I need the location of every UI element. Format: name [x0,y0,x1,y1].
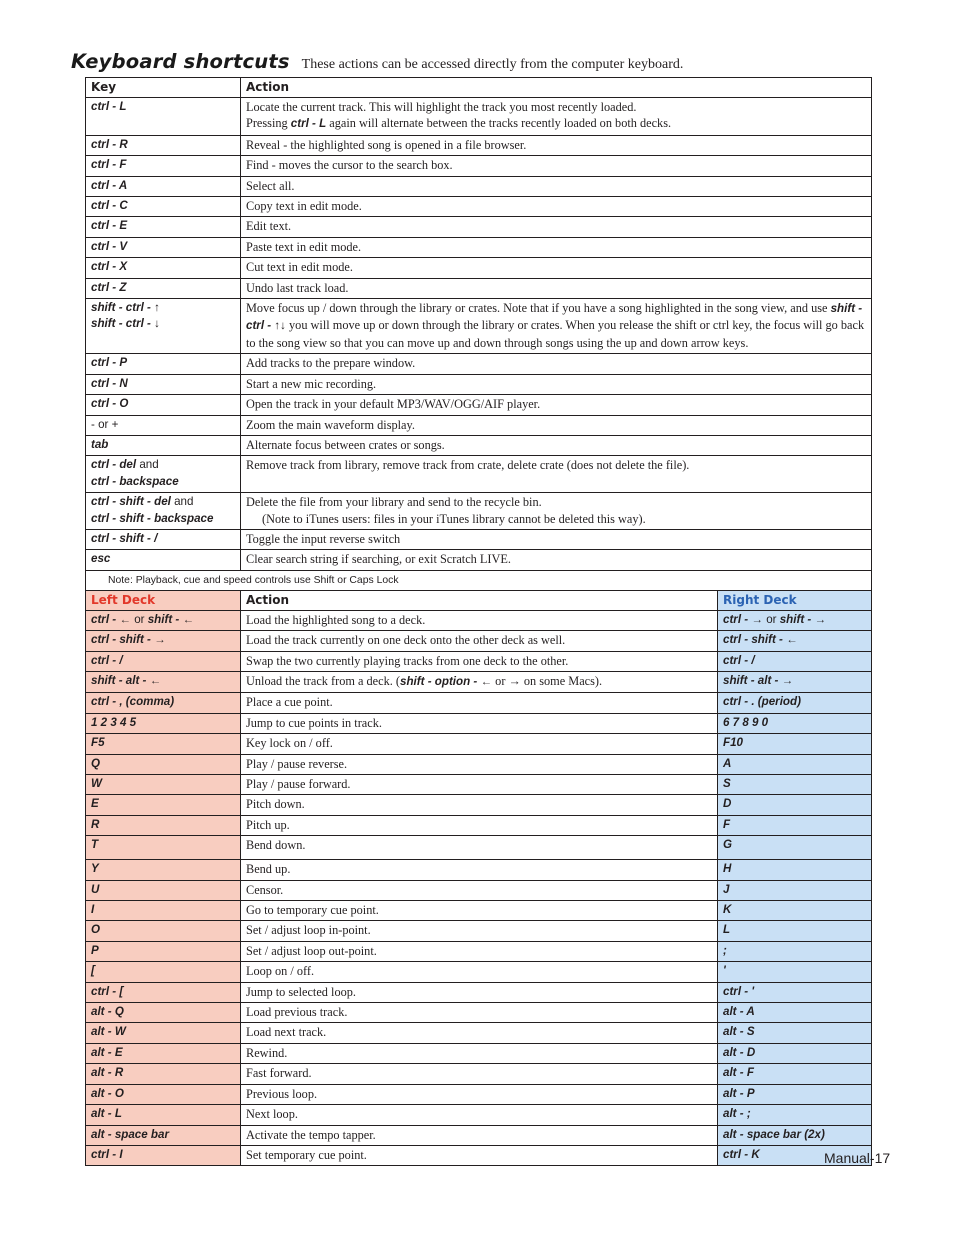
deck-action: Previous loop. [241,1084,718,1104]
deck-action: Play / pause forward. [241,775,718,795]
action-note: (Note to iTunes users: files in your iTunes library cannot be deleted this way). [262,511,646,526]
inline-key: ctrl - L [290,117,327,131]
left-deck-key: P [86,941,241,961]
deck-action: Set / adjust loop out-point. [241,941,718,961]
table-row [86,354,872,374]
table-row [86,493,872,530]
deck-action: Load the highlighted song to a deck. [241,610,718,630]
deck-header-row [86,590,872,610]
shortcut-action [241,98,872,136]
left-key-a: ctrl - ← [91,612,131,626]
right-deck-key: shift - alt - → [718,671,872,692]
shortcut-key: ctrl - Z [86,278,241,298]
left-deck-key: 1 2 3 4 5 [86,713,241,733]
right-deck-key: ; [718,941,872,961]
table-row [86,921,872,941]
right-deck-key: F [718,815,872,835]
action-text-pre: and use [790,301,828,316]
shortcut-action: Add tracks to the prepare window. [241,354,872,374]
table-row [86,550,872,570]
left-deck-key [86,610,241,630]
right-deck-key: ctrl - / [718,651,872,671]
right-deck-key: L [718,921,872,941]
table-row [86,901,872,921]
shortcut-action: Start a new mic recording. [241,374,872,394]
table-row [86,815,872,835]
deck-action: Set temporary cue point. [241,1145,718,1165]
deck-action: Fast forward. [241,1064,718,1084]
table-row [86,258,872,278]
right-deck-key: F10 [718,734,872,754]
right-deck-key: alt - P [718,1084,872,1104]
shortcut-key-up: shift - ctrl - ↑ [91,301,160,315]
shortcut-key: ctrl - V [86,237,241,257]
table-row [86,278,872,298]
left-deck-key: ctrl - / [86,651,241,671]
caps-lock-note: Note: Playback, cue and speed controls use Shift or Caps Lock [86,570,872,590]
shortcut-key [86,415,241,435]
deck-action [241,671,718,692]
action-text-post: again will alternate between the tracks recently loaded on both decks. [329,116,672,131]
left-deck-key: alt - W [86,1023,241,1043]
left-deck-key: ctrl - shift - → [86,631,241,651]
right-deck-key: ' [718,962,872,982]
left-deck-key: E [86,795,241,815]
right-deck-key: G [718,836,872,860]
left-deck-key: shift - alt - ← [86,671,241,692]
table-row [86,734,872,754]
table-row [86,1023,872,1043]
shortcut-key-text: - or + [91,417,119,431]
right-deck-key: S [718,775,872,795]
shortcut-key: ctrl - A [86,176,241,196]
deck-action: Rewind. [241,1043,718,1063]
action-text-pre: Unload the track from a deck. ( [246,673,400,688]
table-row [86,671,872,692]
right-deck-key: alt - D [718,1043,872,1063]
right-key-b: shift - → [779,612,827,626]
table-row [86,693,872,713]
deck-action: Load next track. [241,1023,718,1043]
deck-action: Place a cue point. [241,693,718,713]
right-deck-header: Right Deck [718,590,872,610]
table-row [86,456,872,493]
shortcut-key-primary: ctrl - shift - del [91,495,171,509]
deck-action: Pitch down. [241,795,718,815]
table-row [86,880,872,900]
inline-key: shift - ctrl - ↑↓ [246,302,863,333]
shortcut-key [86,299,241,354]
deck-action: Bend down. [241,836,718,860]
table-row [86,135,872,155]
note-row [86,570,872,590]
shortcut-key: ctrl - L [86,98,241,136]
deck-action: Censor. [241,880,718,900]
table-row [86,836,872,860]
right-key-or: or [766,612,777,626]
right-deck-key: alt - ; [718,1105,872,1125]
table-row [86,651,872,671]
left-deck-key: alt - L [86,1105,241,1125]
left-deck-key: alt - Q [86,1003,241,1023]
shortcut-key-down: shift - ctrl - ↓ [91,317,160,331]
action-text-pre: Pressing [246,116,288,131]
table-row [86,962,872,982]
shortcut-key: ctrl - O [86,395,241,415]
deck-action: Load previous track. [241,1003,718,1023]
shortcut-action: Open the track in your default MP3/WAV/OGG/AIF player. [241,395,872,415]
table-row [86,1043,872,1063]
table-row [86,631,872,651]
action-column-header: Action [241,78,872,98]
left-deck-key: F5 [86,734,241,754]
deck-action: Key lock on / off. [241,734,718,754]
shortcut-action: Cut text in edit mode. [241,258,872,278]
left-deck-key: ctrl - , (comma) [86,693,241,713]
shortcut-key: ctrl - N [86,374,241,394]
right-deck-key: ctrl - K [718,1145,872,1165]
deck-action: Activate the tempo tapper. [241,1125,718,1145]
inline-key: shift - option - ← [400,674,493,688]
action-text-post: you will move up or down through the library or crates. When you release the shift or ctrl key, the focus will go back to the song view so that you can move up and down through songs using the up and down arrow keys. [246,318,865,350]
right-deck-key: K [718,901,872,921]
shortcut-key: ctrl - E [86,217,241,237]
table-row [86,982,872,1002]
deck-action: Loop on / off. [241,962,718,982]
shortcut-key [86,456,241,493]
table-row [86,529,872,549]
action-text: Locate the current track. This will highlight the track you most recently loaded. [246,100,637,114]
shortcut-action [241,299,872,354]
shortcut-key-and: and [139,458,159,472]
table-row [86,1084,872,1104]
deck-action: Next loop. [241,1105,718,1125]
shortcut-action: Clear search string if searching, or exit Scratch LIVE. [241,550,872,570]
shortcut-action: Alternate focus between crates or songs. [241,435,872,455]
left-deck-key: alt - E [86,1043,241,1063]
left-deck-key: alt - O [86,1084,241,1104]
left-deck-key: alt - R [86,1064,241,1084]
deck-action: Jump to cue points in track. [241,713,718,733]
shortcuts-table [85,77,872,1166]
deck-action-header: Action [241,590,718,610]
action-text: Move focus up / down through the library or crates. Note that if you have a song highlighted in the song view, [246,301,788,316]
table-row [86,415,872,435]
table-row [86,299,872,354]
action-text-or: or [495,673,506,688]
right-deck-key: ctrl - . (period) [718,693,872,713]
left-deck-key: W [86,775,241,795]
shortcut-action: Select all. [241,176,872,196]
table-row [86,1145,872,1165]
right-deck-key: ctrl - shift - ← [718,631,872,651]
action-text-post: on some Macs). [523,673,603,688]
table-row [86,610,872,630]
shortcut-action: Zoom the main waveform display. [241,415,872,435]
right-deck-key: ctrl - ' [718,982,872,1002]
left-key-b: shift - ← [147,612,195,626]
table-row [86,217,872,237]
table-row [86,775,872,795]
shortcut-key: ctrl - C [86,197,241,217]
right-deck-key: J [718,880,872,900]
shortcut-action: Undo last track load. [241,278,872,298]
table-row [86,795,872,815]
right-deck-key: alt - A [718,1003,872,1023]
page-title: Keyboard shortcuts [71,50,290,73]
right-deck-key: H [718,860,872,880]
right-deck-key: alt - space bar (2x) [718,1125,872,1145]
deck-action: Set / adjust loop in-point. [241,921,718,941]
key-column-header: Key [86,78,241,98]
shortcut-action [241,493,872,530]
table-row [86,1125,872,1145]
right-deck-key: alt - S [718,1023,872,1043]
shortcut-action: Toggle the input reverse switch [241,529,872,549]
right-key-a: ctrl - → [723,612,763,626]
right-deck-key [718,610,872,630]
right-deck-key: alt - F [718,1064,872,1084]
shortcut-action: Copy text in edit mode. [241,197,872,217]
table-row [86,197,872,217]
left-deck-key: O [86,921,241,941]
left-deck-key: ctrl - [ [86,982,241,1002]
left-deck-key: I [86,901,241,921]
action-text: Delete the file from your library and send to the recycle bin. [246,495,542,510]
shortcut-key: ctrl - F [86,156,241,176]
shortcut-action: Remove track from library, remove track from crate, delete crate (does not delete the file). [241,456,872,493]
table-row [86,754,872,774]
shortcut-key: ctrl - X [86,258,241,278]
left-key-or: or [134,612,145,626]
deck-action: Go to temporary cue point. [241,901,718,921]
left-deck-header: Left Deck [86,590,241,610]
table-row [86,1064,872,1084]
shortcut-action: Find - moves the cursor to the search box. [241,156,872,176]
deck-action: Pitch up. [241,815,718,835]
shortcut-key-and: and [174,495,194,509]
arrow-right-icon: → [508,673,521,688]
table-row [86,176,872,196]
table-row [86,237,872,257]
right-deck-key: A [718,754,872,774]
page-subtitle: These actions can be accessed directly from the computer keyboard. [301,57,684,72]
shortcut-key: tab [86,435,241,455]
shortcut-key: ctrl - P [86,354,241,374]
table-row [86,395,872,415]
deck-action: Play / pause reverse. [241,754,718,774]
table-row [86,156,872,176]
right-deck-key: D [718,795,872,815]
shortcut-key-secondary: ctrl - backspace [91,474,179,488]
page-number: Manual-17 [824,1150,891,1166]
deck-action: Swap the two currently playing tracks from one deck to the other. [241,651,718,671]
shortcut-action: Paste text in edit mode. [241,237,872,257]
table-row [86,374,872,394]
shortcut-action: Edit text. [241,217,872,237]
left-deck-key: R [86,815,241,835]
shortcut-key: ctrl - R [86,135,241,155]
table-row [86,713,872,733]
shortcut-key-primary: ctrl - del [91,458,137,472]
left-deck-key: ctrl - I [86,1145,241,1165]
deck-action: Load the track currently on one deck onto the other deck as well. [241,631,718,651]
table-row [86,941,872,961]
deck-action: Bend up. [241,860,718,880]
table-header-row [86,78,872,98]
table-row [86,435,872,455]
page-heading [71,50,683,73]
left-deck-key: T [86,836,241,860]
table-row [86,860,872,880]
shortcut-key [86,493,241,530]
table-row [86,98,872,136]
left-deck-key: Y [86,860,241,880]
shortcut-action: Reveal - the highlighted song is opened in a file browser. [241,135,872,155]
shortcut-key: ctrl - shift - / [86,529,241,549]
left-deck-key: U [86,880,241,900]
left-deck-key: Q [86,754,241,774]
table-row [86,1003,872,1023]
shortcut-key-secondary: ctrl - shift - backspace [91,511,214,525]
left-deck-key: alt - space bar [86,1125,241,1145]
left-deck-key: [ [86,962,241,982]
deck-action: Jump to selected loop. [241,982,718,1002]
right-deck-key: 6 7 8 9 0 [718,713,872,733]
table-row [86,1105,872,1125]
shortcut-key: esc [86,550,241,570]
